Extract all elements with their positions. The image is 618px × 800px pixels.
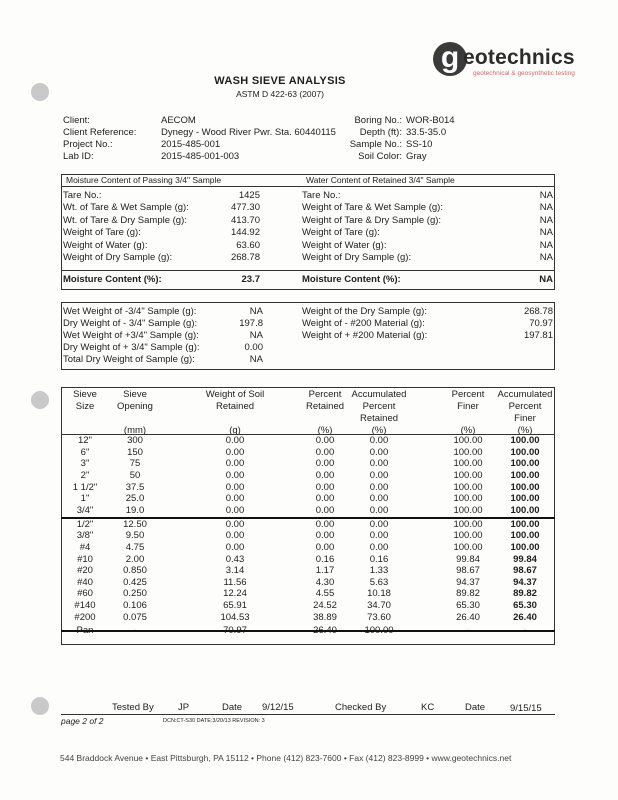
moisture-content-label-right: Moisture Content (%):	[302, 274, 401, 285]
table-cell: 73.60	[367, 611, 391, 623]
table-cell: 38.89	[313, 611, 337, 623]
moisture-row-value: 1425	[238, 190, 260, 201]
moisture-row-label: Weight of Tare & Wet Sample (g):	[302, 202, 443, 214]
report-standard: ASTM D 422-63 (2007)	[236, 89, 324, 99]
weight-row-label: Weight of - #200 Material (g):	[302, 318, 425, 329]
table-cell: 0.00	[225, 530, 245, 542]
table-cell: 0.00	[315, 541, 335, 553]
client-info-value: SS-10	[406, 139, 433, 150]
table-cell: 0.00	[225, 435, 245, 446]
table-cell: 0.00	[225, 541, 245, 553]
table-cell: 3.14	[225, 565, 245, 577]
table-cell: 0.850	[123, 565, 147, 577]
client-info-label: Client Reference:	[63, 127, 137, 138]
table-cell: 0.00	[315, 530, 335, 542]
table-cell: 100.00	[453, 541, 483, 553]
table-cell: 3"	[80, 458, 90, 470]
table-cell: 65.30	[513, 600, 537, 612]
sieve-header-finer: Percent Finer (%)	[451, 389, 485, 436]
table-cell: 0.00	[315, 446, 335, 458]
table-cell: 70.97	[223, 624, 247, 636]
retained-header: Water Content of Retained 3/4" Sample	[306, 175, 455, 185]
table-cell: 6"	[80, 446, 90, 458]
moisture-row-label: Weight of Tare (g):	[302, 227, 380, 239]
table-cell: 100.00	[453, 469, 483, 481]
table-cell: 98.67	[513, 565, 537, 577]
table-cell: 0.00	[225, 446, 245, 458]
weight-row-value: 0.00	[244, 342, 263, 353]
moisture-row-label: Wt. of Tare & Dry Sample (g):	[63, 214, 187, 226]
weight-row-value: 70.97	[529, 318, 553, 329]
weight-row-label: Dry Weight of + 3/4" Sample (g):	[63, 342, 200, 353]
sieve-header-pct_ret: Percent Retained (%)	[305, 389, 345, 436]
moisture-row-value: 477.30	[230, 202, 260, 214]
table-cell: 0.00	[225, 458, 245, 470]
table-cell: 100.00	[453, 435, 483, 446]
table-cell: 0.00	[315, 493, 335, 505]
moisture-content-value-left: 23.7	[241, 274, 260, 285]
table-cell: Pan	[76, 624, 94, 636]
table-cell: -	[523, 624, 527, 636]
weight-row-value: 197.81	[523, 330, 553, 341]
client-info-value: 2015-485-001-003	[161, 151, 240, 162]
table-cell: 150	[127, 446, 143, 458]
table-cell: 100.00	[510, 504, 540, 516]
client-info-label: Soil Color:	[358, 151, 402, 162]
table-cell: 0.00	[315, 458, 335, 470]
table-cell: #140	[74, 600, 96, 612]
table-cell: 11.56	[223, 576, 247, 588]
table-cell: 1.17	[315, 565, 335, 577]
table-cell: 94.37	[513, 576, 537, 588]
table-cell: 300	[127, 435, 143, 446]
moisture-row-value: NA	[539, 214, 553, 226]
moisture-row-label: Weight of Water (g):	[63, 239, 148, 251]
table-cell: 26.40	[513, 611, 537, 623]
table-cell: 0.00	[315, 504, 335, 516]
table-cell: 34.70	[367, 600, 391, 612]
weight-row-label: Wet Weight of +3/4" Sample (g):	[63, 330, 199, 341]
table-cell: 99.84	[513, 553, 537, 565]
table-cell: 0.00	[315, 481, 335, 493]
client-info-value: Dynegy - Wood River Pwr. Sta. 60440115	[161, 127, 336, 138]
weight-row-label: Total Dry Weight of Sample (g):	[63, 354, 195, 365]
table-cell: 0.00	[225, 469, 245, 481]
table-cell: 26.40	[313, 624, 337, 636]
moisture-content-value-right: NA	[539, 274, 553, 285]
sieve-header-opening: Sieve Opening (mm)	[117, 389, 153, 436]
tested-by-label: Tested By	[112, 702, 154, 713]
table-divider	[61, 630, 555, 632]
table-cell: 100.00	[364, 624, 394, 636]
punch-hole-bottom	[31, 697, 49, 715]
moisture-content-label-left: Moisture Content (%):	[63, 274, 162, 285]
table-cell: -	[133, 624, 137, 636]
table-cell: 5.63	[369, 576, 389, 588]
table-cell: 4.30	[315, 576, 335, 588]
sieve-header-weight: Weight of Soil Retained (g)	[205, 389, 265, 436]
test-date-value: 9/12/15	[262, 702, 294, 713]
sieve-header-acc_ret: Accumulated Percent Retained (%)	[351, 389, 407, 436]
table-cell: 0.00	[369, 541, 389, 553]
table-cell: 100.00	[510, 518, 540, 530]
table-cell: 100.00	[510, 446, 540, 458]
table-cell: 0.425	[123, 576, 147, 588]
table-cell: 100.00	[453, 481, 483, 493]
weight-row-value: NA	[249, 306, 263, 317]
table-cell: 12.24	[223, 588, 247, 600]
table-cell: 0.00	[369, 435, 389, 446]
weight-row-label: Weight of + #200 Material (g):	[302, 330, 428, 341]
moisture-row-label: Weight of Dry Sample (g):	[302, 252, 412, 263]
client-info-label: Project No.:	[63, 139, 113, 150]
check-date-value: 9/15/15	[510, 703, 542, 714]
table-cell: 100.00	[453, 504, 483, 516]
table-cell: 0.00	[369, 458, 389, 470]
client-info-value: 2015-485-001	[161, 139, 221, 150]
table-cell: 26.40	[456, 611, 480, 623]
geotechnics-logo	[433, 42, 583, 88]
table-cell: #20	[77, 565, 93, 577]
table-cell: 12.50	[123, 518, 147, 530]
table-cell: 0.00	[315, 435, 335, 446]
table-cell: 3/4"	[76, 504, 94, 516]
moisture-row-value: NA	[539, 252, 553, 263]
table-cell: 4.75	[125, 541, 145, 553]
sieve-header-acc_finer: Accumulated Percent Finer (%)	[497, 389, 553, 436]
table-cell: 98.67	[456, 565, 480, 577]
table-cell: 3/8"	[76, 530, 94, 542]
client-info-value: WOR-B014	[406, 115, 455, 126]
table-cell: 0.00	[369, 504, 389, 516]
client-info-label: Lab ID:	[63, 151, 94, 162]
table-cell: 1/2"	[76, 518, 94, 530]
weight-row-label: Dry Weight of - 3/4" Sample (g):	[63, 318, 198, 329]
table-cell: 0.00	[315, 469, 335, 481]
moisture-row-label: Tare No.:	[63, 190, 102, 201]
client-info-label: Boring No.:	[354, 115, 402, 126]
table-cell: 89.82	[513, 588, 537, 600]
table-cell: 100.00	[510, 469, 540, 481]
table-cell: 100.00	[510, 493, 540, 505]
moisture-row-value: NA	[539, 227, 553, 239]
table-cell: 100.00	[510, 435, 540, 446]
document-code: DCN:CT-S30 DATE:3/20/13 REVISION: 3	[163, 718, 265, 724]
table-cell: 0.106	[123, 600, 147, 612]
weight-row-value: 197.8	[239, 318, 263, 329]
moisture-row-value: NA	[539, 239, 553, 251]
moisture-row-label: Weight of Dry Sample (g):	[63, 252, 173, 263]
client-info-label: Sample No.:	[349, 139, 402, 150]
table-cell: 0.00	[369, 493, 389, 505]
test-date-label: Date	[222, 702, 243, 713]
table-cell: 25.0	[125, 493, 145, 505]
company-address: 544 Braddock Avenue • East Pittsburgh, PA 15112 • Phone (412) 823-7600 • Fax (412) 823-8999 • www.geotechnics.net	[60, 753, 512, 763]
passing-header: Moisture Content of Passing 3/4" Sample	[66, 175, 222, 185]
weight-row-value: NA	[249, 354, 263, 365]
moisture-row-value: 413.70	[230, 214, 260, 226]
table-cell: 24.52	[313, 600, 337, 612]
client-info-value: 33.5-35.0	[406, 127, 447, 138]
table-cell: 50	[129, 469, 141, 481]
moisture-row-value: 144.92	[230, 227, 260, 239]
table-cell: 0.00	[225, 504, 245, 516]
table-cell: #4	[79, 541, 91, 553]
table-cell: #40	[77, 576, 93, 588]
table-cell: 0.16	[369, 553, 389, 565]
report-title: WASH SIEVE ANALYSIS	[214, 75, 346, 87]
table-cell: 0.00	[369, 518, 389, 530]
table-cell: 100.00	[510, 458, 540, 470]
moisture-row-label: Weight of Tare (g):	[63, 227, 141, 239]
table-cell: 10.18	[367, 588, 391, 600]
logo-tagline: geotechnical & geosynthetic testing	[473, 70, 575, 77]
table-cell: 94.37	[456, 576, 480, 588]
table-cell: 1"	[80, 493, 90, 505]
table-cell: 0.00	[315, 518, 335, 530]
sieve-header-size: Sieve Size	[73, 389, 97, 412]
table-cell: 75	[129, 458, 141, 470]
table-cell: 65.91	[223, 600, 247, 612]
table-cell: 0.00	[369, 446, 389, 458]
weight-row-value: 268.78	[523, 306, 553, 317]
table-cell: 9.50	[125, 530, 145, 542]
punch-hole-top	[31, 83, 49, 101]
table-cell: 100.00	[453, 518, 483, 530]
table-cell: 100.00	[453, 493, 483, 505]
moisture-row-value: 268.78	[230, 252, 260, 263]
table-cell: 0.075	[123, 611, 147, 623]
moisture-row-label: Tare No.:	[302, 190, 341, 201]
table-cell: 1 1/2"	[72, 481, 98, 493]
weight-row-label: Wet Weight of -3/4" Sample (g):	[63, 306, 197, 317]
table-cell: 0.00	[369, 530, 389, 542]
table-cell: 2"	[80, 469, 90, 481]
table-cell: #10	[77, 553, 93, 565]
checked-by-value: KC	[421, 702, 435, 713]
moisture-row-value: NA	[539, 190, 553, 201]
table-cell: 99.84	[456, 553, 480, 565]
table-cell: 0.00	[225, 518, 245, 530]
table-cell: 4.55	[315, 588, 335, 600]
table-cell: 0.00	[225, 493, 245, 505]
logo-mark: g	[433, 42, 467, 76]
moisture-row-value: NA	[539, 202, 553, 214]
table-cell: #200	[74, 611, 96, 623]
moisture-row-value: 63.60	[236, 239, 260, 251]
client-info-label: Client:	[63, 115, 90, 126]
table-cell: 100.00	[510, 530, 540, 542]
table-cell: 100.00	[510, 541, 540, 553]
table-cell: 89.82	[456, 588, 480, 600]
weight-row-value: NA	[249, 330, 263, 341]
table-divider	[61, 517, 555, 519]
moisture-row-label: Weight of Water (g):	[302, 239, 387, 251]
table-cell: -	[466, 624, 470, 636]
client-info-label: Depth (ft):	[359, 127, 402, 138]
table-cell: 104.53	[220, 611, 250, 623]
check-date-label: Date	[465, 702, 486, 713]
table-cell: 100.00	[453, 530, 483, 542]
moisture-row-label: Weight of Tare & Dry Sample (g):	[302, 214, 442, 226]
table-cell: 65.30	[456, 600, 480, 612]
table-cell: #60	[77, 588, 93, 600]
table-cell: 0.250	[123, 588, 147, 600]
table-cell: 100.00	[453, 458, 483, 470]
table-cell: 0.43	[225, 553, 245, 565]
table-cell: 19.0	[125, 504, 145, 516]
table-cell: 0.16	[315, 553, 335, 565]
page-number: page 2 of 2	[61, 716, 104, 726]
table-cell: 1.33	[369, 565, 389, 577]
punch-hole-middle	[31, 391, 49, 409]
moisture-row-label: Wt. of Tare & Wet Sample (g):	[63, 202, 189, 214]
logo-wordmark: eotechnics	[463, 46, 575, 69]
table-cell: 2.00	[125, 553, 145, 565]
table-cell: 0.00	[369, 481, 389, 493]
table-cell: 12"	[78, 435, 92, 446]
client-info-value: Gray	[406, 151, 427, 162]
weight-row-label: Weight of the Dry Sample (g):	[302, 306, 427, 317]
table-cell: 100.00	[510, 481, 540, 493]
table-cell: 0.00	[225, 481, 245, 493]
client-info-value: AECOM	[161, 115, 196, 126]
table-cell: 37.5	[125, 481, 145, 493]
table-cell: 0.00	[369, 469, 389, 481]
table-cell: 100.00	[453, 446, 483, 458]
tested-by-value: JP	[178, 702, 190, 713]
checked-by-label: Checked By	[335, 702, 387, 713]
